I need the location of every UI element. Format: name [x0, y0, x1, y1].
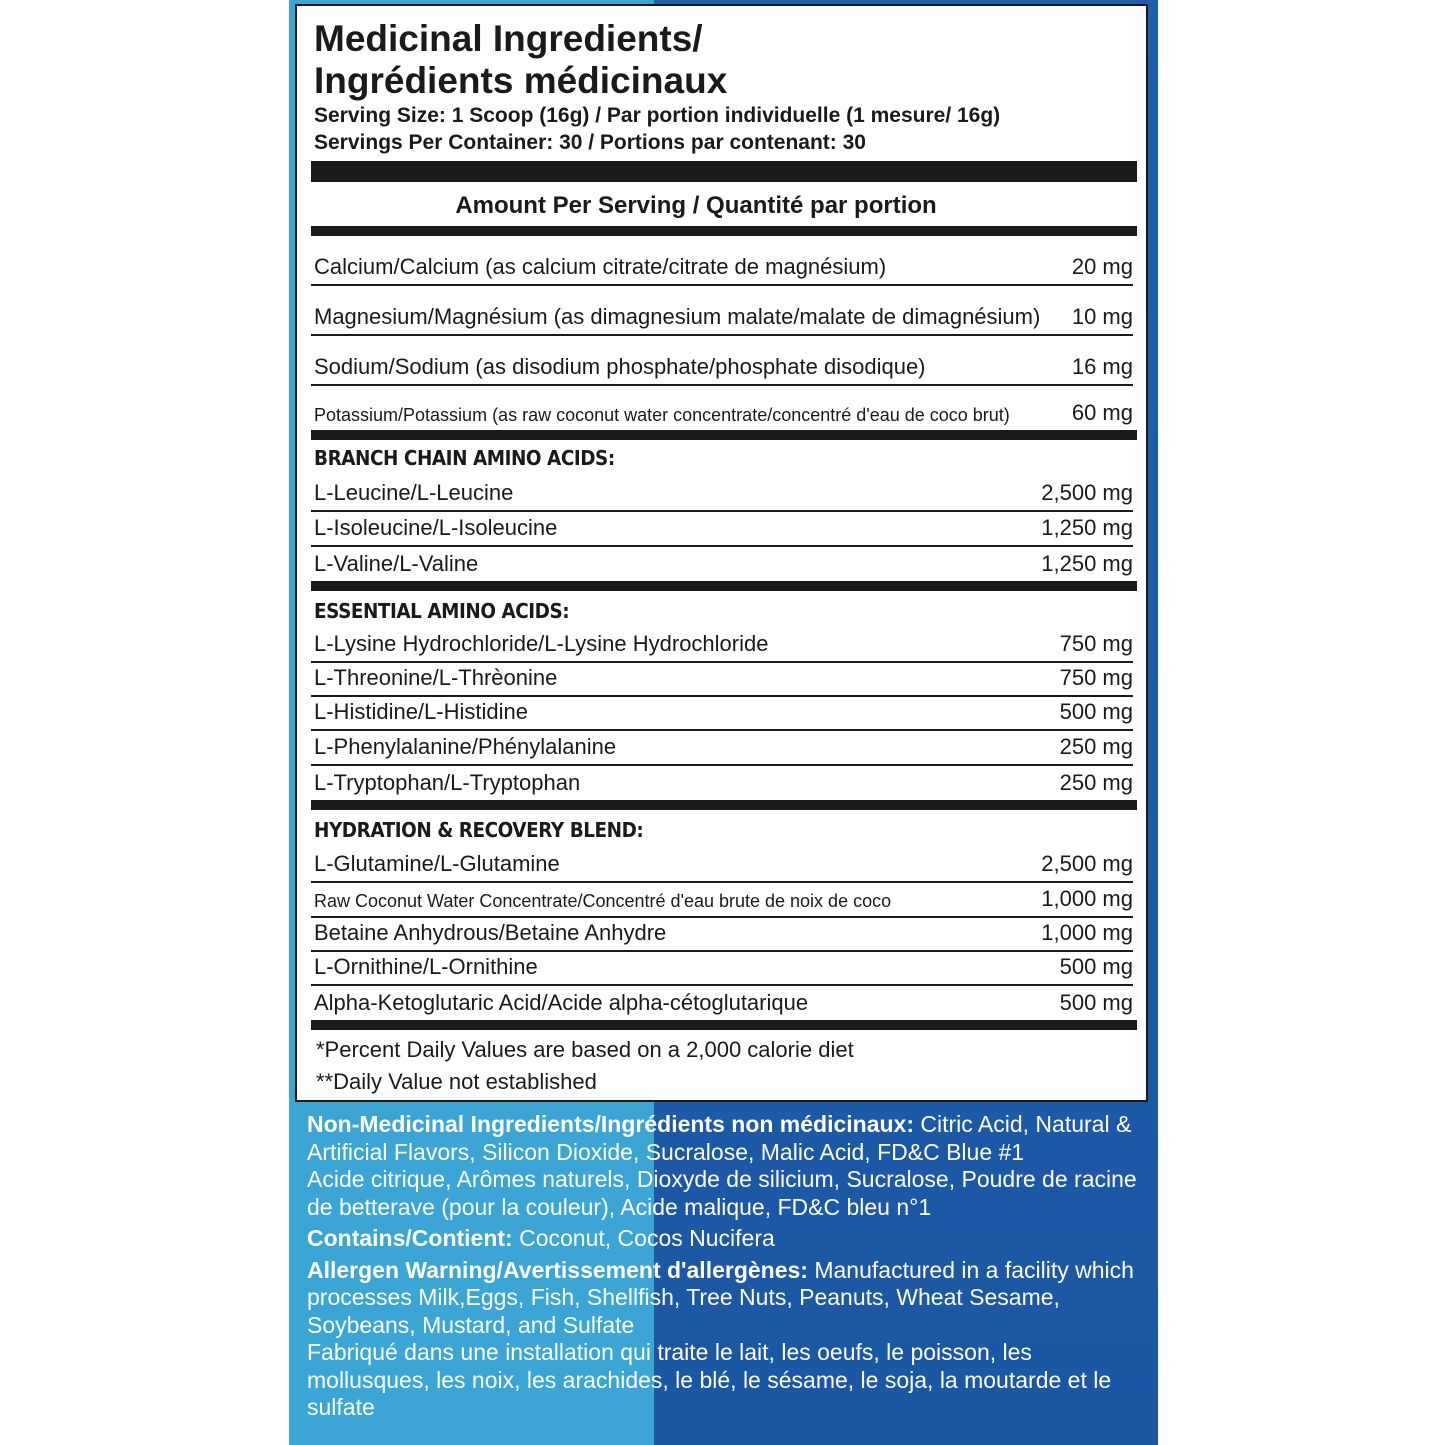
divider-bar: [311, 430, 1137, 440]
eaa-heading: ESSENTIAL AMINO ACIDS:: [314, 599, 570, 623]
ingredient-amount: 1,000 mg: [1041, 920, 1133, 945]
ingredient-name: Magnesium/Magnésium (as dimagnesium malate/malate de dimagnésium): [314, 304, 1041, 329]
ingredient-amount: 60 mg: [1071, 400, 1133, 425]
divider-bar: [311, 226, 1137, 236]
ingredient-name: Raw Coconut Water Concentrate/Concentré d'eau brute de noix de coco: [314, 891, 892, 911]
ingredient-row: [311, 952, 1133, 986]
contains-paragraph: [307, 1225, 1155, 1253]
ingredient-row: [311, 386, 1133, 430]
allergen-paragraph: [307, 1257, 1155, 1340]
divider-bar: [311, 1020, 1137, 1030]
ingredient-amount: 1,250 mg: [1041, 515, 1133, 540]
non-medicinal-label: Non-Medicinal Ingredients/Ingrédients non médicinaux:: [307, 1111, 915, 1137]
ingredient-amount: 500 mg: [1059, 990, 1133, 1015]
ingredient-name: L-Lysine Hydrochloride/L-Lysine Hydrochloride: [314, 631, 769, 656]
non-medicinal-paragraph: [307, 1111, 1155, 1166]
allergen-label: Allergen Warning/Avertissement d'allergènes:: [307, 1256, 808, 1283]
ingredient-amount: 10 mg: [1071, 304, 1133, 329]
ingredient-row: [311, 848, 1133, 883]
divider-bar: [311, 800, 1137, 810]
ingredient-row: [311, 766, 1133, 800]
ingredient-row: [311, 663, 1133, 697]
footnote-not-established: **Daily Value not established: [316, 1069, 597, 1094]
ingredient-amount: 250 mg: [1059, 734, 1133, 759]
medicinal-ingredients-panel: [295, 4, 1148, 1102]
contains-label: Contains/Contient:: [307, 1225, 513, 1251]
ingredient-amount: 500 mg: [1059, 954, 1133, 979]
ingredient-name: Sodium/Sodium (as disodium phosphate/phosphate disodique): [314, 354, 926, 379]
ingredient-name: L-Tryptophan/L-Tryptophan: [314, 770, 581, 795]
title-line-2: Ingrédients médicinaux: [314, 60, 728, 101]
ingredient-row: [311, 883, 1133, 918]
ingredient-name: L-Glutamine/L-Glutamine: [314, 851, 560, 876]
ingredient-amount: 500 mg: [1059, 699, 1133, 724]
ingredient-name: Calcium/Calcium (as calcium citrate/citrate de magnésium): [314, 254, 887, 279]
ingredient-row: [311, 986, 1133, 1020]
ingredient-amount: 16 mg: [1071, 354, 1133, 379]
ingredient-name: L-Threonine/L-Thrèonine: [314, 665, 558, 690]
ingredient-row: [311, 628, 1133, 663]
footnote-daily-values: *Percent Daily Values are based on a 2,000 calorie diet: [316, 1037, 854, 1062]
ingredient-row: [311, 476, 1133, 512]
contains-text: Coconut, Cocos Nucifera: [512, 1225, 775, 1251]
hydration-heading: HYDRATION & RECOVERY BLEND:: [314, 818, 644, 842]
non-medicinal-fr: Acide citrique, Arômes naturels, Dioxyde de silicium, Sucralose, Poudre de racine de betterave (pour la couleur), Acide malique, FD&C bleu n°1: [307, 1166, 1137, 1220]
bcaa-heading: BRANCH CHAIN AMINO ACIDS:: [314, 446, 615, 470]
ingredient-name: Betaine Anhydrous/Betaine Anhydre: [314, 920, 667, 945]
ingredient-amount: 250 mg: [1059, 770, 1133, 795]
allergen-fr: Fabriqué dans une installation qui traite le lait, les oeufs, le poisson, les mollusques, les noix, les arachides, le blé, le sésame, le soja, la moutarde et le sulfate: [307, 1339, 1112, 1420]
non-medicinal-en: Citric Acid, Natural & Artificial Flavors, Silicon Dioxide, Sucralose, Malic Acid, FD&C Blue #1: [307, 1111, 1132, 1165]
ingredient-name: Potassium/Potassium (as raw coconut water concentrate/concentré d'eau de coco brut): [314, 405, 1010, 425]
ingredient-amount: 20 mg: [1071, 254, 1133, 279]
ingredient-name: L-Isoleucine/L-Isoleucine: [314, 515, 558, 540]
ingredient-name: L-Leucine/L-Leucine: [314, 480, 514, 505]
ingredient-name: Alpha-Ketoglutaric Acid/Acide alpha-cétoglutarique: [314, 990, 809, 1015]
ingredient-amount: 1,250 mg: [1041, 551, 1133, 576]
ingredient-amount: 750 mg: [1059, 631, 1133, 656]
allergen-en: Manufactured in a facility which processes Milk,Eggs, Fish, Shellfish, Tree Nuts, Peanuts, Wheat Sesame, Soybeans, Mustard, and Sulfate: [307, 1256, 1134, 1338]
ingredient-row: [311, 512, 1133, 547]
ingredient-row: [311, 731, 1133, 766]
supplement-label: [289, 0, 1158, 1445]
amount-per-serving-header: Amount Per Serving / Quantité par portion: [455, 192, 937, 219]
ingredient-name: L-Valine/L-Valine: [314, 551, 479, 576]
ingredient-name: L-Ornithine/L-Ornithine: [314, 954, 538, 979]
ingredient-row: [311, 697, 1133, 731]
ingredient-row: [311, 286, 1133, 336]
ingredient-amount: 2,500 mg: [1041, 480, 1133, 505]
ingredient-row: [311, 236, 1133, 286]
ingredient-row: [311, 547, 1133, 581]
servings-per-container: Servings Per Container: 30 / Portions par contenant: 30: [314, 131, 866, 154]
ingredient-row: [311, 918, 1133, 952]
ingredient-name: L-Phenylalanine/Phénylalanine: [314, 734, 617, 759]
divider-bar: [311, 581, 1137, 591]
ingredient-amount: 1,000 mg: [1041, 886, 1133, 911]
serving-size: Serving Size: 1 Scoop (16g) / Par portion individuelle (1 mesure/ 16g): [314, 104, 1001, 127]
ingredient-amount: 750 mg: [1059, 665, 1133, 690]
title-line-1: Medicinal Ingredients/: [314, 18, 703, 59]
ingredient-amount: 2,500 mg: [1041, 851, 1133, 876]
ingredient-row: [311, 336, 1133, 386]
divider-bar: [311, 161, 1137, 182]
ingredient-name: L-Histidine/L-Histidine: [314, 699, 528, 724]
info-text-block: [307, 1111, 1155, 1422]
